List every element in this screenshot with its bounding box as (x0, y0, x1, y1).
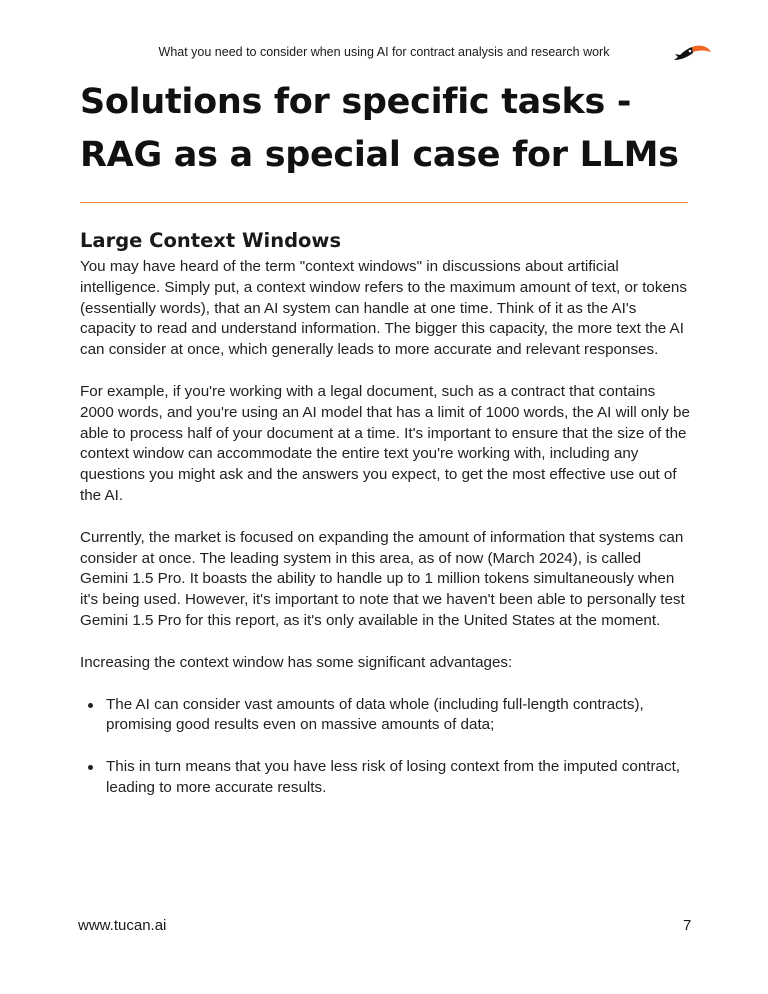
running-header: What you need to consider when using AI for contract analysis and research work (158, 45, 610, 59)
page-title-line-2: RAG as a special case for LLMs (80, 135, 679, 175)
title-divider (80, 202, 688, 203)
bullet-icon (88, 765, 93, 770)
bullet-icon (88, 703, 93, 708)
toucan-logo-icon (672, 44, 712, 64)
section-heading: Large Context Windows (80, 229, 342, 252)
list-item (80, 757, 692, 799)
body-text (80, 257, 692, 820)
paragraph-market-gemini: Currently, the market is focused on expanding the amount of information that systems can consider at once. The leading system in this area, as of now (March 2024), is called Gemini 1.5 Pro. It boasts the ability to handle up to 1 million tokens simultaneously when it's being used. However, it's important to note that we haven't been able to personally test Gemini 1.5 Pro for this report, as it's only available in the United States at the moment. (80, 528, 685, 629)
paragraph-context-windows-intro: You may have heard of the term "context windows" in discussions about artificial intelligence. Simply put, a context window refers to the maximum amount of text, or tokens (essentially words), that an AI system can handle at one time. Think of it as the AI's capacity to read and understand information. The bigger this capacity, the more text the AI can consider at once, which generally leads to more accurate and relevant responses. (80, 258, 687, 359)
list-item-text: This in turn means that you have less risk of losing context from the imputed contract, leading to more accurate results. (106, 758, 681, 796)
paragraph-legal-example: For example, if you're working with a legal document, such as a contract that contains 2000 words, and you're using an AI model that has a limit of 1000 words, the AI will only be able to process half of your document at a time. It's important to ensure that the size of the context window can accommodate the entire text you're working with, including any questions you might ask and the answers you expect, to get the most effective use out of the AI. (80, 382, 690, 504)
list-item (80, 695, 692, 737)
page-title (80, 76, 700, 182)
advantages-list (80, 695, 692, 799)
list-item-text: The AI can consider vast amounts of data whole (including full-length contracts), promising good results even on massive amounts of data; (106, 695, 644, 734)
paragraph-advantages-intro: Increasing the context window has some significant advantages: (80, 653, 513, 671)
page-title-line-1: Solutions for specific tasks - (80, 82, 632, 122)
footer-url: www.tucan.ai (78, 917, 167, 934)
page-number: 7 (683, 917, 692, 934)
